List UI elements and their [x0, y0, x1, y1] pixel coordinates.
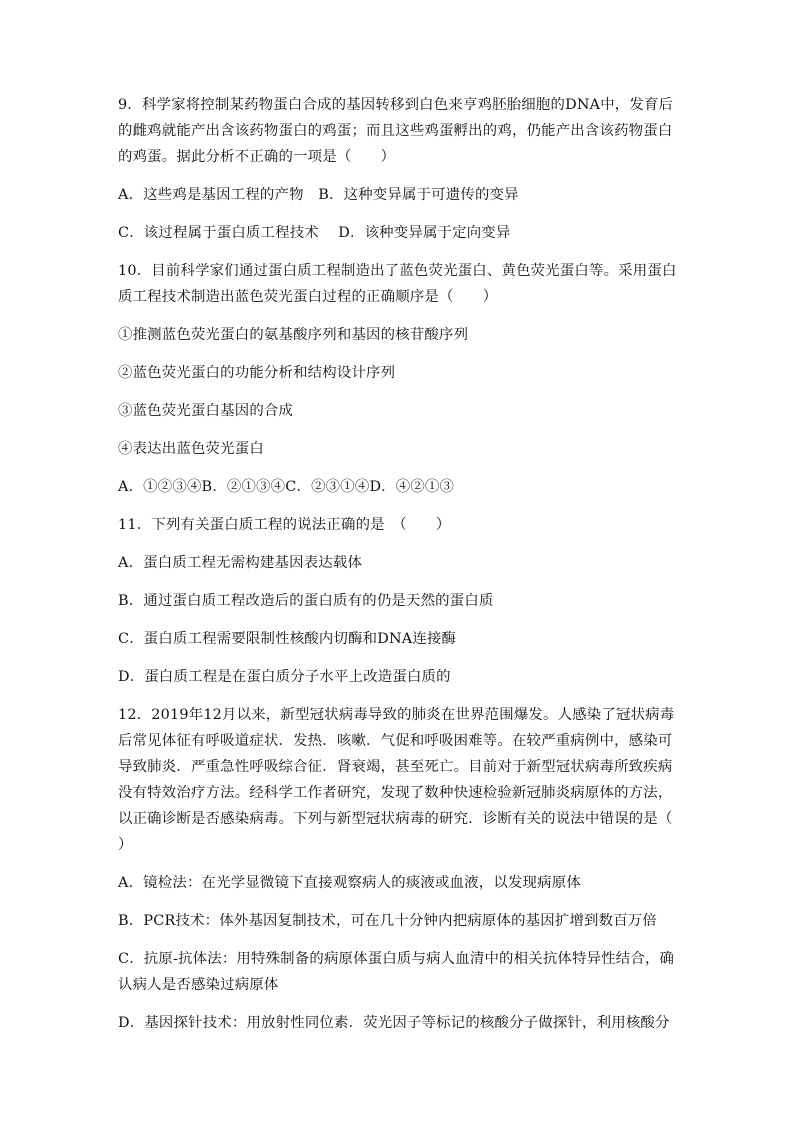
- question-9-stem: 9．科学家将控制某药物蛋白合成的基因转移到白色来亨鸡胚胎细胞的DNA中，发育后的雌鸡就能产出含该药物蛋白的鸡蛋；而且这些鸡蛋孵出的鸡，仍能产出含该药物蛋白的鸡蛋。据此分析不正确的一项是（ ）: [118, 97, 674, 165]
- question-11-option-a: A．蛋白质工程无需构建基因表达载体: [118, 555, 363, 571]
- question-9-options-cd: C．该过程属于蛋白质工程技术 D．该种变异属于定向变异: [118, 225, 511, 241]
- question-10-step-2: ②蓝色荧光蛋白的功能分析和结构设计序列: [118, 365, 396, 381]
- question-10-step-4: ④表达出蓝色荧光蛋白: [118, 441, 264, 457]
- question-11-option-c: C．蛋白质工程需要限制性核酸内切酶和DNA连接酶: [118, 631, 457, 647]
- question-11-option-b: B．通过蛋白质工程改造后的蛋白质有的仍是天然的蛋白质: [118, 593, 494, 609]
- question-11-stem: 11．下列有关蛋白质工程的说法正确的是 （ ）: [118, 517, 451, 533]
- question-12-option-d: D．基因探针技术：用放射性同位素．荧光因子等标记的核酸分子做探针，利用核酸分: [118, 1015, 670, 1031]
- question-10-stem: 10．目前科学家们通过蛋白质工程制造出了蓝色荧光蛋白、黄色荧光蛋白等。采用蛋白质工程技术制造出蓝色荧光蛋白过程的正确顺序是（ ）: [118, 263, 677, 305]
- question-12-option-a: A．镜检法：在光学显微镜下直接观察病人的痰液或血液，以发现病原体: [118, 875, 581, 891]
- question-12-stem: 12．2019年12月以来，新型冠状病毒导致的肺炎在世界范围爆发。人感染了冠状病毒后常见体征有呼吸道症状．发热．咳嗽．气促和呼吸困难等。在较严重病例中，感染可导致肺炎．严重急性呼吸综合征．肾衰竭，甚至死亡。目前对于新型冠状病毒所致疾病没有特效治疗方法。经科学工作者研究，发现了数种快速检验新冠肺炎病原体的方法，以正确诊断是否感染病毒。下列与新型冠状病毒的研究．诊断有关的说法中错误的是（ ）: [118, 707, 702, 853]
- question-12-option-c: C．抗原-抗体法：用特殊制备的病原体蛋白质与病人血清中的相关抗体特异性结合，确认病人是否感染过病原体: [118, 951, 675, 993]
- document-page: [118, 92, 702, 1036]
- question-10-step-3: ③蓝色荧光蛋白基因的合成: [118, 403, 294, 419]
- question-12-option-b: B．PCR技术：体外基因复制技术，可在几十分钟内把病原体的基因扩增到数百万倍: [118, 913, 657, 929]
- question-10-step-1: ①推测蓝色荧光蛋白的氨基酸序列和基因的核苷酸序列: [118, 327, 469, 343]
- question-11-option-d: D．蛋白质工程是在蛋白质分子水平上改造蛋白质的: [118, 669, 451, 685]
- question-10-options: A．①②③④B．②①③④C．②③①④D．④②①③: [118, 479, 455, 495]
- question-9-options-ab: A．这些鸡是基因工程的产物 B．这种变异属于可遗传的变异: [118, 187, 519, 203]
